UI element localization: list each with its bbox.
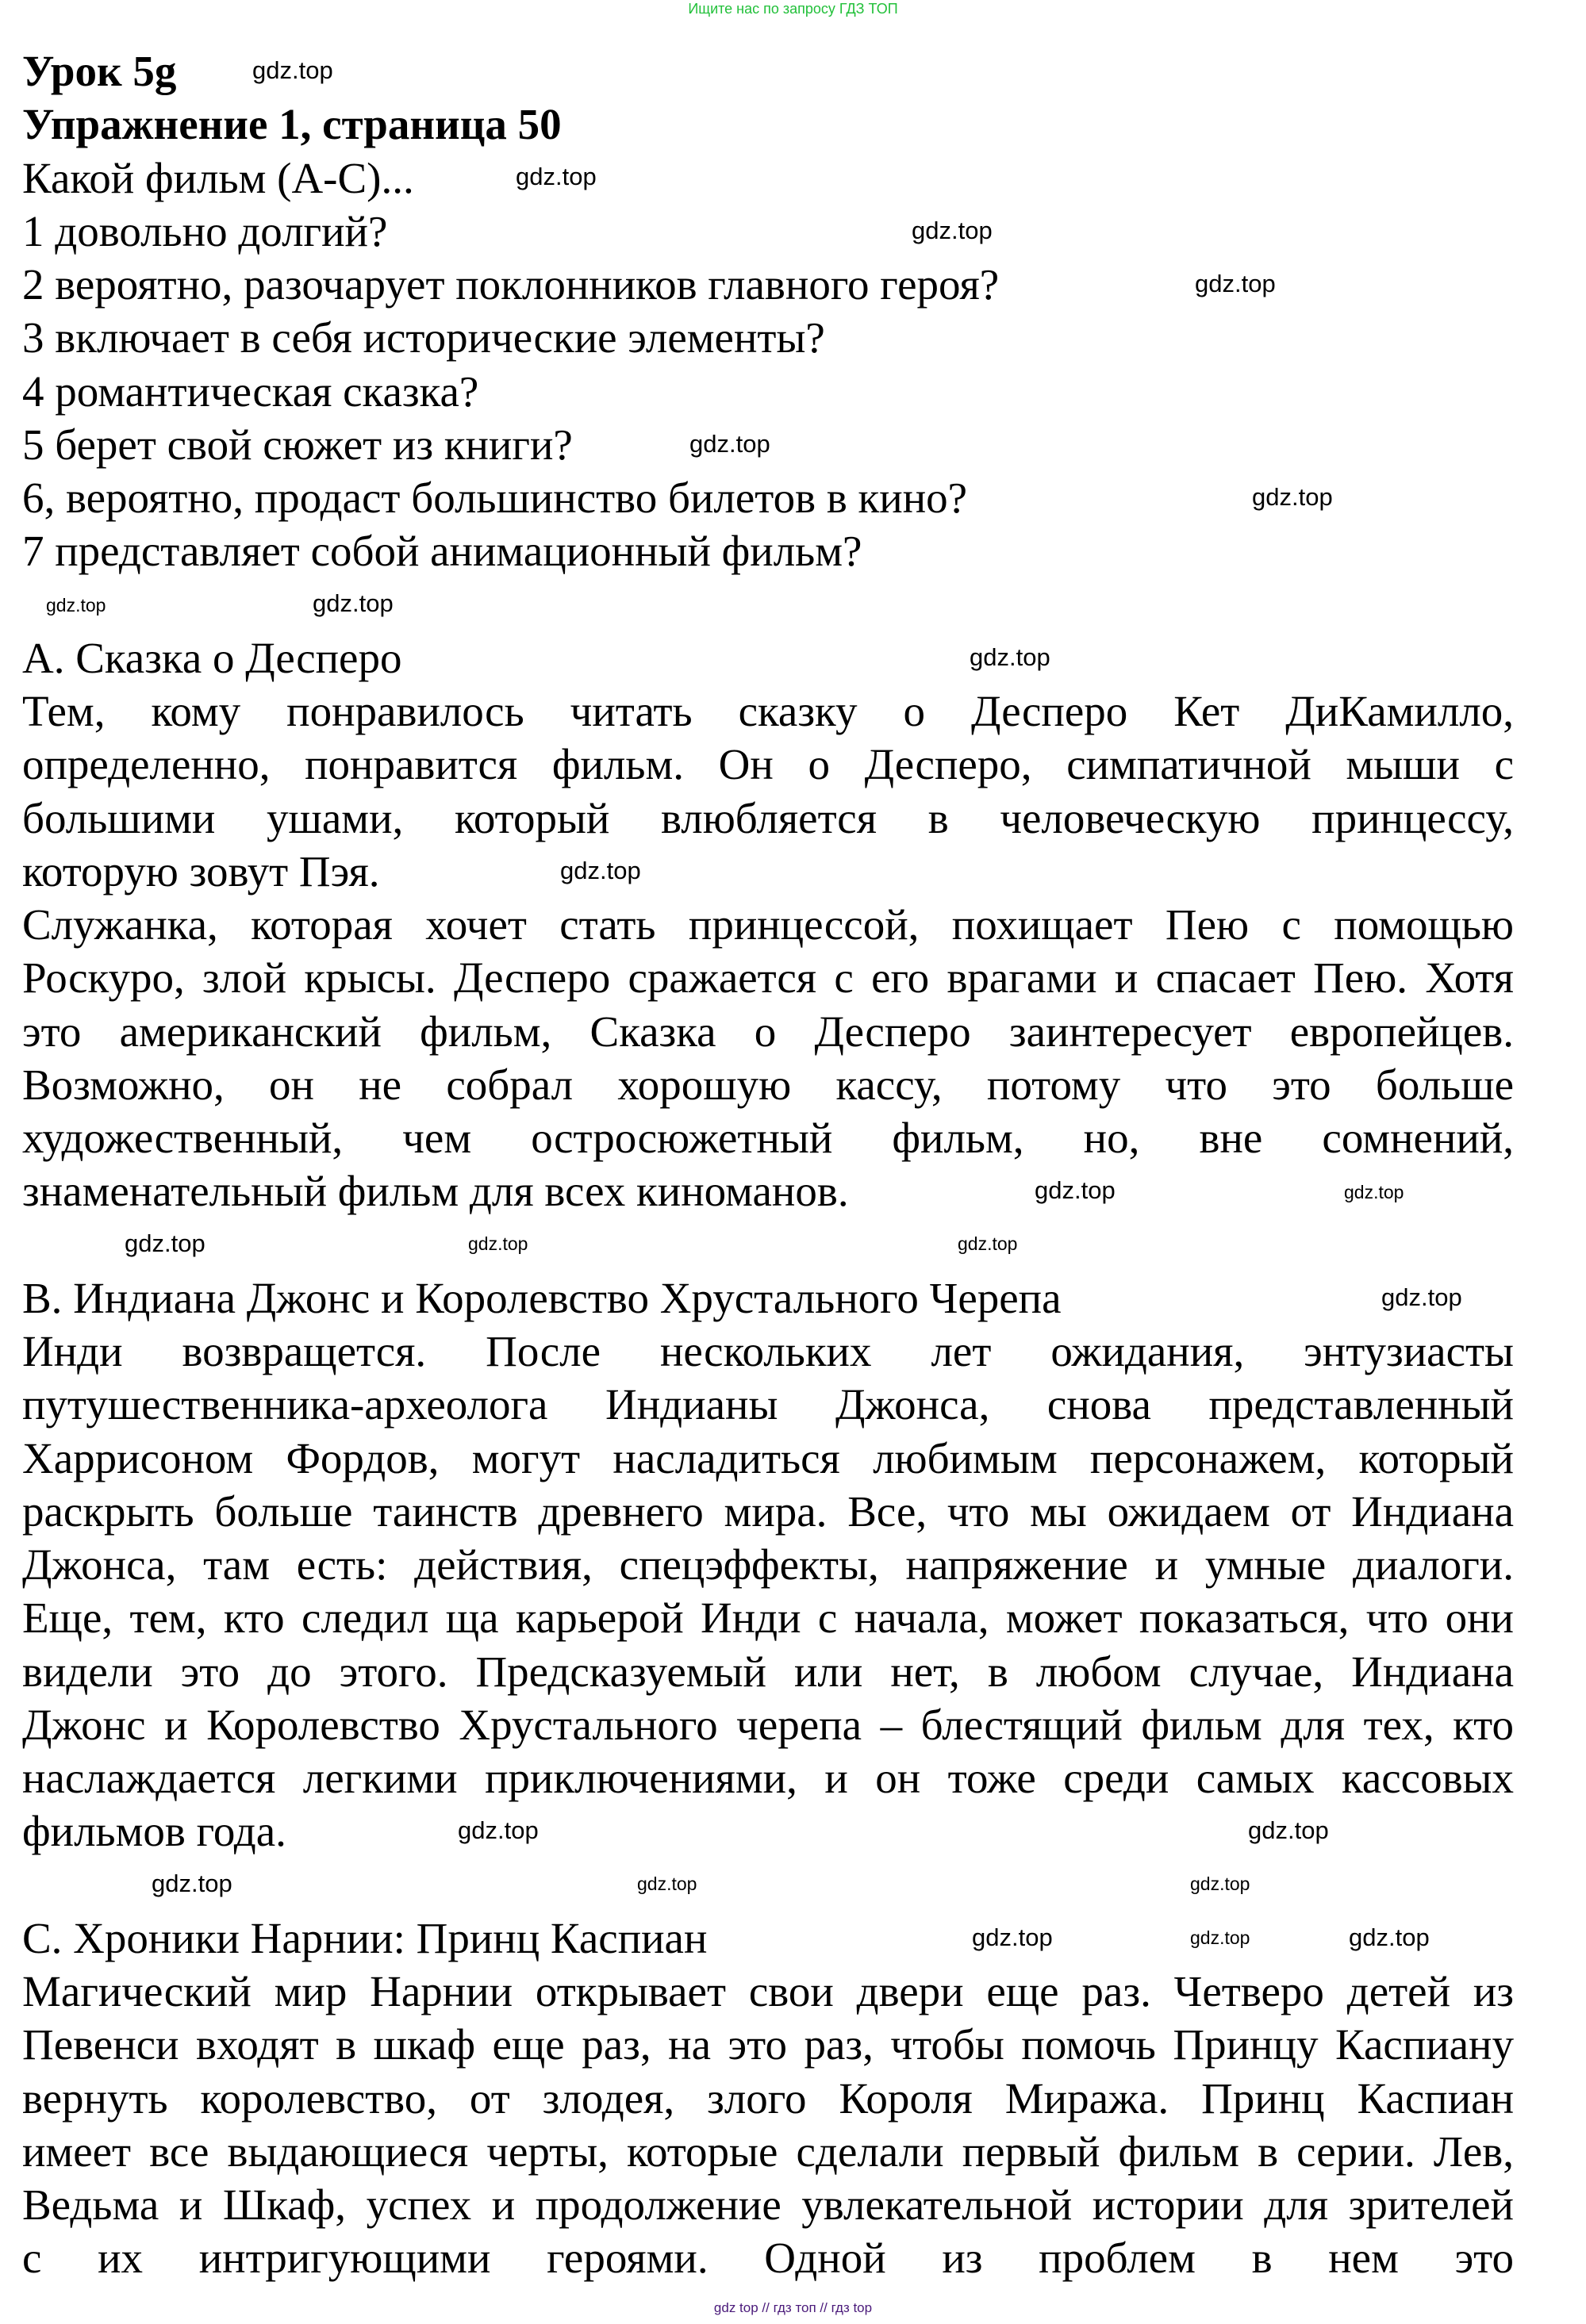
text-line: раскрыть больше таинств древнего мира. Все, что мы ожидаем от Индиана [22, 1486, 1514, 1536]
text-line: видели это до этого. Предсказуемый или нет, в любом случае, Индиана [22, 1647, 1514, 1696]
watermark: gdz.top [252, 56, 333, 84]
watermark: gdz.top [958, 1233, 1018, 1254]
text-line: Служанка, которая хочет стать принцессой, похищает Пею с помощью [22, 900, 1514, 949]
text-line: Возможно, он не собрал хорошую кассу, потому что это больше [22, 1060, 1514, 1109]
spacer [22, 1858, 1514, 1912]
lesson-title: Урок 5g [22, 47, 177, 95]
watermark: gdz.top [152, 1870, 232, 1897]
watermark: gdz.top [1248, 1816, 1329, 1844]
watermark: gdz.top [689, 430, 770, 458]
text-line: Магический мир Нарнии открывает свои двери еще раз. Четверо детей из [22, 1967, 1514, 2015]
watermark: gdz.top [972, 1923, 1053, 1951]
spacer [22, 1218, 1514, 1271]
footer-watermark: gdz top // гдз топ // гдз top [713, 2300, 873, 2315]
question: 1 довольно долгий? [22, 206, 388, 255]
text-line: это американский фильм, Сказка о Десперо заинтересует европейцев. [22, 1007, 1514, 1056]
watermark: gdz.top [468, 1233, 528, 1254]
text-line: Певенси входят в шкаф еще раз, на это раз, чтобы помочь Принцу Каспиану [22, 2020, 1514, 2069]
question: 7 представляет собой анимационный фильм? [22, 527, 862, 576]
section-heading-a: A. Сказка о Десперо [22, 633, 402, 682]
text-line: Инди возвращется. После нескольких лет ожидания, энтузиасты [22, 1327, 1514, 1375]
watermark: gdz.top [970, 643, 1050, 671]
document-body [22, 44, 1514, 2285]
watermark: gdz.top [1195, 270, 1276, 297]
watermark: gdz.top [46, 595, 106, 616]
watermark: gdz.top [313, 589, 394, 617]
text-line: которую зовут Пэя. [22, 846, 380, 895]
watermark: gdz.top [1381, 1283, 1462, 1311]
text-line: наслаждается легкими приключениями, и он тоже среди самых кассовых [22, 1754, 1514, 1802]
section-heading-b: B. Индиана Джонс и Королевство Хрустального Черепа [22, 1273, 1062, 1322]
text-line: художественный, чем остросюжетный фильм, но, вне сомнений, [22, 1114, 1514, 1162]
text-line: Харрисоном Фордов, могут насладиться любимым персонажем, который [22, 1433, 1514, 1482]
watermark: gdz.top [458, 1816, 539, 1844]
intro-text: Какой фильм (A-C)... [22, 153, 414, 202]
watermark: gdz.top [912, 217, 993, 244]
text-line: вернуть королевство, от злодея, злого Короля Миража. Принц Каспиан [22, 2073, 1514, 2123]
text-line: большими ушами, который влюбляется в человеческую принцессу, [22, 793, 1514, 842]
watermark: gdz.top [1252, 483, 1333, 511]
question: 6, вероятно, продаст большинство билетов в кино? [22, 474, 968, 522]
text-line: Еще, тем, кто следил ща карьерой Инди с начала, может показаться, что они [22, 1593, 1514, 1643]
text-line: путушественника-археолога Индианы Джонса, снова представленный [22, 1380, 1514, 1429]
watermark: gdz.top [516, 163, 597, 190]
text-line: Роскуро, злой крысы. Десперо сражается с его врагами и спасает Пею. Хотя [22, 953, 1514, 1003]
watermark: gdz.top [1190, 1873, 1250, 1894]
text-line: фильмов года. [22, 1807, 286, 1856]
watermark: gdz.top [1344, 1182, 1404, 1202]
exercise-title: Упражнение 1, страница 50 [22, 100, 562, 149]
text-line: знаменательный фильм для всех киноманов. [22, 1167, 849, 1216]
spacer [22, 578, 1514, 631]
watermark: gdz.top [1035, 1176, 1116, 1204]
watermark: gdz.top [1349, 1923, 1430, 1951]
text-line: Ведьма и Шкаф, успех и продолжение увлекательной истории для зрителей [22, 2180, 1514, 2229]
watermark: gdz.top [637, 1873, 697, 1894]
question: 4 романтическая сказка? [22, 366, 479, 416]
text-line: Джонса, там есть: действия, спецэффекты, напряжение и умные диалоги. [22, 1540, 1514, 1589]
text-line: Тем, кому понравилось читать сказку о Десперо Кет ДиКамилло, [22, 687, 1514, 735]
question: 2 вероятно, разочарует поклонников главного героя? [22, 260, 1000, 309]
watermark: gdz.top [1190, 1927, 1250, 1948]
text-line: имеет все выдающиеся черты, которые сделали первый фильм в серии. Лев, [22, 2126, 1514, 2176]
search-banner: Ищите нас по запросу ГДЗ ТОП [688, 1, 898, 17]
section-heading-c: C. Хроники Нарнии: Принц Каспиан [22, 1913, 708, 1962]
question: 5 берет свой сюжет из книги? [22, 420, 573, 469]
text-line: с их интригующими героями. Одной из проблем в нем это [22, 2234, 1514, 2283]
text-line: определенно, понравится фильм. Он о Десперо, симпатичной мыши с [22, 740, 1514, 789]
text-line: Джонс и Королевство Хрустального черепа – блестящий фильм для тех, кто [22, 1700, 1514, 1749]
watermark: gdz.top [560, 857, 641, 884]
question: 3 включает в себя исторические элементы? [22, 313, 825, 362]
watermark: gdz.top [125, 1229, 205, 1257]
